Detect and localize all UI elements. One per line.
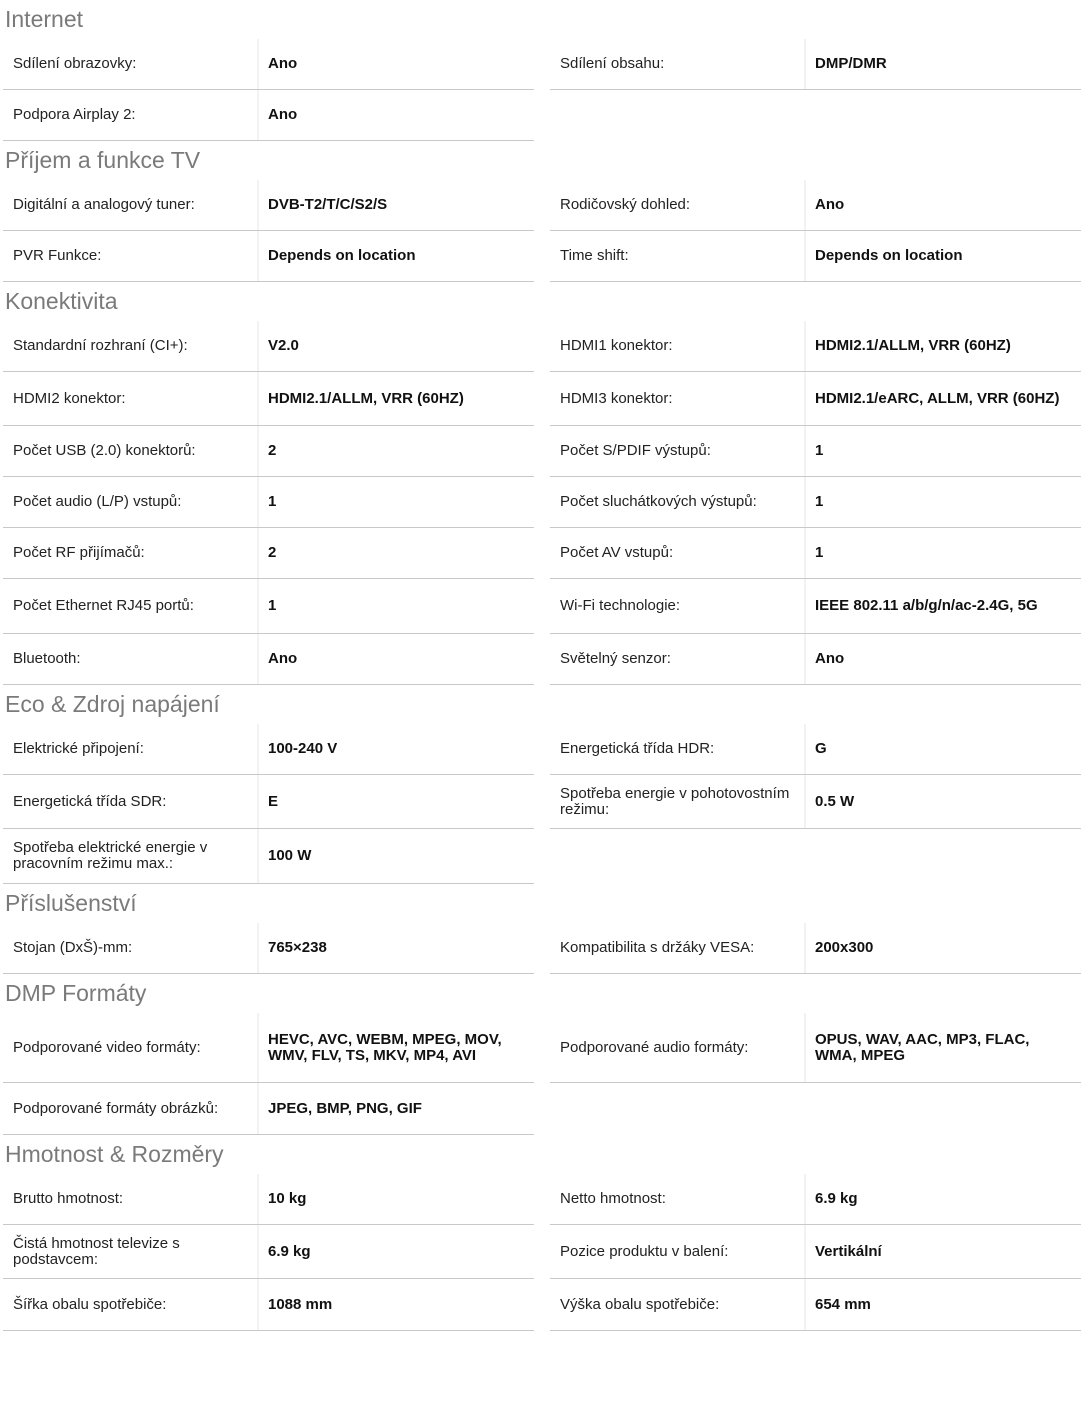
spec-label: Pozice produktu v balení: — [550, 1225, 806, 1278]
section-title: Hmotnost & Rozměry — [5, 1141, 224, 1167]
spec-value: DMP/DMR — [815, 55, 887, 72]
spec-label: Podporované video formáty: — [3, 1013, 259, 1082]
spec-value: 1 — [815, 493, 824, 510]
spec-label: Digitální a analogový tuner: — [3, 180, 259, 230]
spec-item — [550, 180, 1081, 231]
spec-label: Počet sluchátkových výstupů: — [550, 477, 806, 527]
spec-item-empty — [550, 829, 1081, 884]
spec-label: Čistá hmotnost televize s podstavcem: — [3, 1225, 259, 1278]
spec-value: V2.0 — [268, 337, 299, 354]
spec-item — [3, 923, 534, 974]
spec-label: Šířka obalu spotřebiče: — [3, 1279, 259, 1330]
spec-label: Standardní rozhraní (CI+): — [3, 321, 259, 371]
spec-item — [3, 90, 534, 141]
spec-label: Time shift: — [550, 231, 806, 281]
spec-label: Počet audio (L/P) vstupů: — [3, 477, 259, 527]
spec-label: Počet Ethernet RJ45 portů: — [3, 579, 259, 633]
spec-value: 1 — [268, 493, 277, 510]
spec-item — [550, 39, 1081, 90]
spec-item — [3, 1174, 534, 1225]
spec-item — [550, 579, 1081, 634]
spec-label: Brutto hmotnost: — [3, 1174, 259, 1224]
spec-value: HDMI2.1/ALLM, VRR (60HZ) — [268, 389, 464, 407]
section-title: Příjem a funkce TV — [5, 147, 201, 173]
spec-item — [3, 231, 534, 282]
spec-item-empty — [550, 1083, 1081, 1135]
spec-item — [3, 1013, 534, 1083]
spec-item — [550, 1174, 1081, 1225]
spec-item — [550, 775, 1081, 829]
spec-label: Sdílení obrazovky: — [3, 39, 259, 89]
spec-item — [550, 321, 1081, 372]
spec-value: Ano — [268, 106, 298, 123]
spec-value: Ano — [815, 196, 845, 213]
spec-value: 654 mm — [815, 1295, 871, 1313]
spec-label: Stojan (DxŠ)-mm: — [3, 923, 259, 973]
section-title: DMP Formáty — [5, 980, 147, 1006]
spec-label: Podporované audio formáty: — [550, 1013, 806, 1082]
spec-item — [550, 923, 1081, 974]
spec-value: 6.9 kg — [268, 1242, 311, 1260]
spec-item — [3, 1083, 534, 1135]
spec-value: JPEG, BMP, PNG, GIF — [268, 1099, 422, 1117]
spec-label: Elektrické připojení: — [3, 724, 259, 774]
spec-label: HDMI3 konektor: — [550, 372, 806, 425]
spec-value: 100-240 V — [268, 740, 338, 757]
spec-value: OPUS, WAV, AAC, MP3, FLAC, WMA, MPEG — [815, 1030, 1030, 1064]
spec-label: Podporované formáty obrázků: — [3, 1083, 259, 1134]
spec-value: 2 — [268, 544, 277, 561]
spec-label: Počet AV vstupů: — [550, 528, 806, 578]
spec-item — [550, 634, 1081, 685]
spec-item — [3, 724, 534, 775]
spec-item-empty — [550, 90, 1081, 141]
spec-label: Světelný senzor: — [550, 634, 806, 684]
spec-value: Ano — [268, 55, 298, 72]
spec-rows — [0, 1012, 1084, 1135]
spec-label: HDMI2 konektor: — [3, 372, 259, 425]
spec-value: HDMI2.1/eARC, ALLM, VRR (60HZ) — [815, 389, 1060, 407]
spec-value: 6.9 kg — [815, 1190, 858, 1207]
spec-value: HEVC, AVC, WEBM, MPEG, MOV, WMV, FLV, TS, MKV, MP4, AVI — [268, 1030, 502, 1064]
spec-label: Sdílení obsahu: — [550, 39, 806, 89]
spec-label: Počet RF přijímačů: — [3, 528, 259, 578]
spec-item — [3, 426, 534, 477]
spec-label: Netto hmotnost: — [550, 1174, 806, 1224]
spec-item — [3, 528, 534, 579]
spec-item — [3, 321, 534, 372]
section-title: Internet — [5, 6, 83, 32]
spec-value: IEEE 802.11 a/b/g/n/ac-2.4G, 5G — [815, 597, 1038, 614]
spec-item — [550, 231, 1081, 282]
spec-value: 1 — [815, 544, 824, 561]
spec-value: 10 kg — [268, 1190, 307, 1207]
spec-label: Bluetooth: — [3, 634, 259, 684]
spec-item — [550, 1279, 1081, 1331]
spec-label: Kompatibilita s držáky VESA: — [550, 923, 806, 973]
spec-label: Energetická třída HDR: — [550, 724, 806, 774]
spec-item — [3, 477, 534, 528]
spec-label: Rodičovský dohled: — [550, 180, 806, 230]
spec-item — [550, 426, 1081, 477]
spec-item — [3, 634, 534, 685]
spec-label: Wi-Fi technologie: — [550, 579, 806, 633]
spec-value: DVB-T2/T/C/S2/S — [268, 196, 388, 213]
spec-item — [3, 829, 534, 884]
spec-label: Počet USB (2.0) konektorů: — [3, 426, 259, 476]
spec-label: Podpora Airplay 2: — [3, 90, 259, 140]
spec-label: Výška obalu spotřebiče: — [550, 1279, 806, 1330]
spec-value: Depends on location — [815, 247, 963, 264]
spec-item — [550, 1013, 1081, 1083]
spec-item — [3, 1279, 534, 1331]
spec-label: Spotřeba elektrické energie v pracovním režimu max.: — [3, 829, 259, 883]
spec-rows — [0, 179, 1084, 282]
spec-rows — [0, 723, 1084, 884]
spec-value: 100 W — [268, 847, 312, 864]
spec-rows — [0, 1173, 1084, 1331]
spec-item — [3, 775, 534, 829]
spec-item — [550, 1225, 1081, 1279]
spec-label: PVR Funkce: — [3, 231, 259, 281]
spec-value: 1088 mm — [268, 1295, 333, 1313]
spec-value: Ano — [268, 650, 298, 667]
spec-rows — [0, 320, 1084, 685]
spec-value: Ano — [815, 650, 845, 667]
spec-label: Spotřeba energie v pohotovostním režimu: — [550, 775, 806, 828]
spec-item — [550, 477, 1081, 528]
section-title: Eco & Zdroj napájení — [5, 691, 220, 717]
spec-value: HDMI2.1/ALLM, VRR (60HZ) — [815, 337, 1011, 354]
spec-item — [3, 579, 534, 634]
spec-item — [3, 372, 534, 426]
spec-value: 1 — [268, 597, 277, 614]
spec-value: 765×238 — [268, 939, 327, 956]
spec-value: 0.5 W — [815, 792, 855, 810]
spec-item — [3, 1225, 534, 1279]
spec-label: Počet S/PDIF výstupů: — [550, 426, 806, 476]
spec-rows — [0, 922, 1084, 974]
spec-item — [550, 372, 1081, 426]
spec-label: HDMI1 konektor: — [550, 321, 806, 371]
spec-value: Vertikální — [815, 1242, 882, 1260]
spec-item — [3, 39, 534, 90]
spec-item — [550, 528, 1081, 579]
spec-value: 200x300 — [815, 939, 874, 956]
spec-item — [550, 724, 1081, 775]
spec-item — [3, 180, 534, 231]
section-title: Příslušenství — [5, 890, 137, 916]
spec-rows — [0, 38, 1084, 141]
spec-label: Energetická třída SDR: — [3, 775, 259, 828]
spec-value: 1 — [815, 442, 824, 459]
spec-value: G — [815, 740, 827, 757]
spec-value: 2 — [268, 442, 277, 459]
section-title: Konektivita — [5, 288, 118, 314]
spec-value: E — [268, 792, 279, 810]
spec-value: Depends on location — [268, 247, 416, 264]
